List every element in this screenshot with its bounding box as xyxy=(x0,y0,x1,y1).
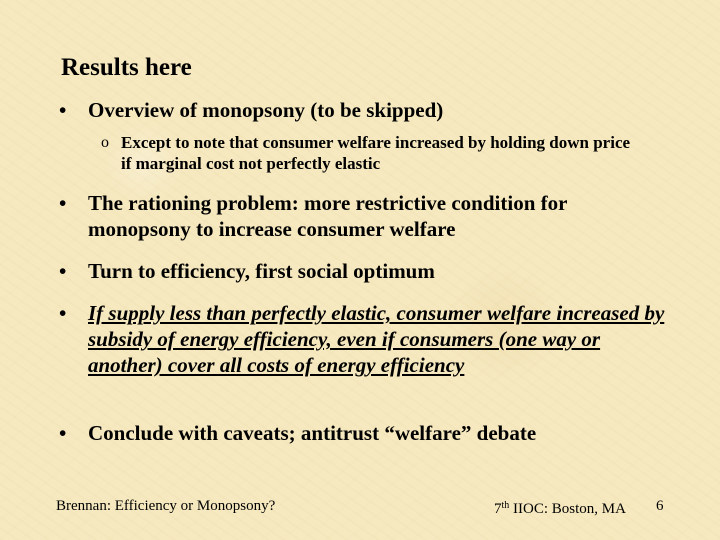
bullet-marker: • xyxy=(59,301,67,325)
bullet-item-subsidy xyxy=(59,300,669,378)
slide-title: Results here xyxy=(61,54,192,81)
bullet-item-conclude xyxy=(59,420,669,446)
bullet-text: The rationing problem: more restrictive condition for monopsony to increase consumer welfare xyxy=(88,191,568,241)
footer-conference xyxy=(494,496,626,519)
bullet-marker: • xyxy=(59,98,67,122)
footer-presentation-title: Brennan: Efficiency or Monopsony? xyxy=(56,498,276,514)
bullet-marker: • xyxy=(59,259,67,283)
bullet-item-rationing xyxy=(59,190,669,242)
bullet-marker: • xyxy=(59,421,67,445)
bullet-item-efficiency xyxy=(59,258,669,284)
bullet-text: Overview of monopsony (to be skipped) xyxy=(88,98,444,122)
footer-conference-name: IIOC: Boston, MA xyxy=(509,501,626,517)
sub-bullet-marker: o xyxy=(101,134,109,151)
bullet-item-overview xyxy=(59,97,669,123)
bullet-text: Conclude with caveats; antitrust “welfare” debate xyxy=(88,421,537,445)
bullet-marker: • xyxy=(59,191,67,215)
sub-bullet-text: Except to note that consumer welfare increased by holding down price if marginal cost not perfectly elastic xyxy=(121,133,631,173)
bullet-text: If supply less than perfectly elastic, consumer welfare increased by subsidy of energy efficiency, even if consumers (one way or another) cover all costs of energy efficiency xyxy=(88,301,665,377)
footer-conference-ordinal: th xyxy=(501,500,510,511)
footer-conference-number: 7 xyxy=(494,501,502,517)
bullet-text: Turn to efficiency, first social optimum xyxy=(88,259,435,283)
page-number: 6 xyxy=(656,498,664,514)
sub-bullet-item xyxy=(101,132,641,174)
